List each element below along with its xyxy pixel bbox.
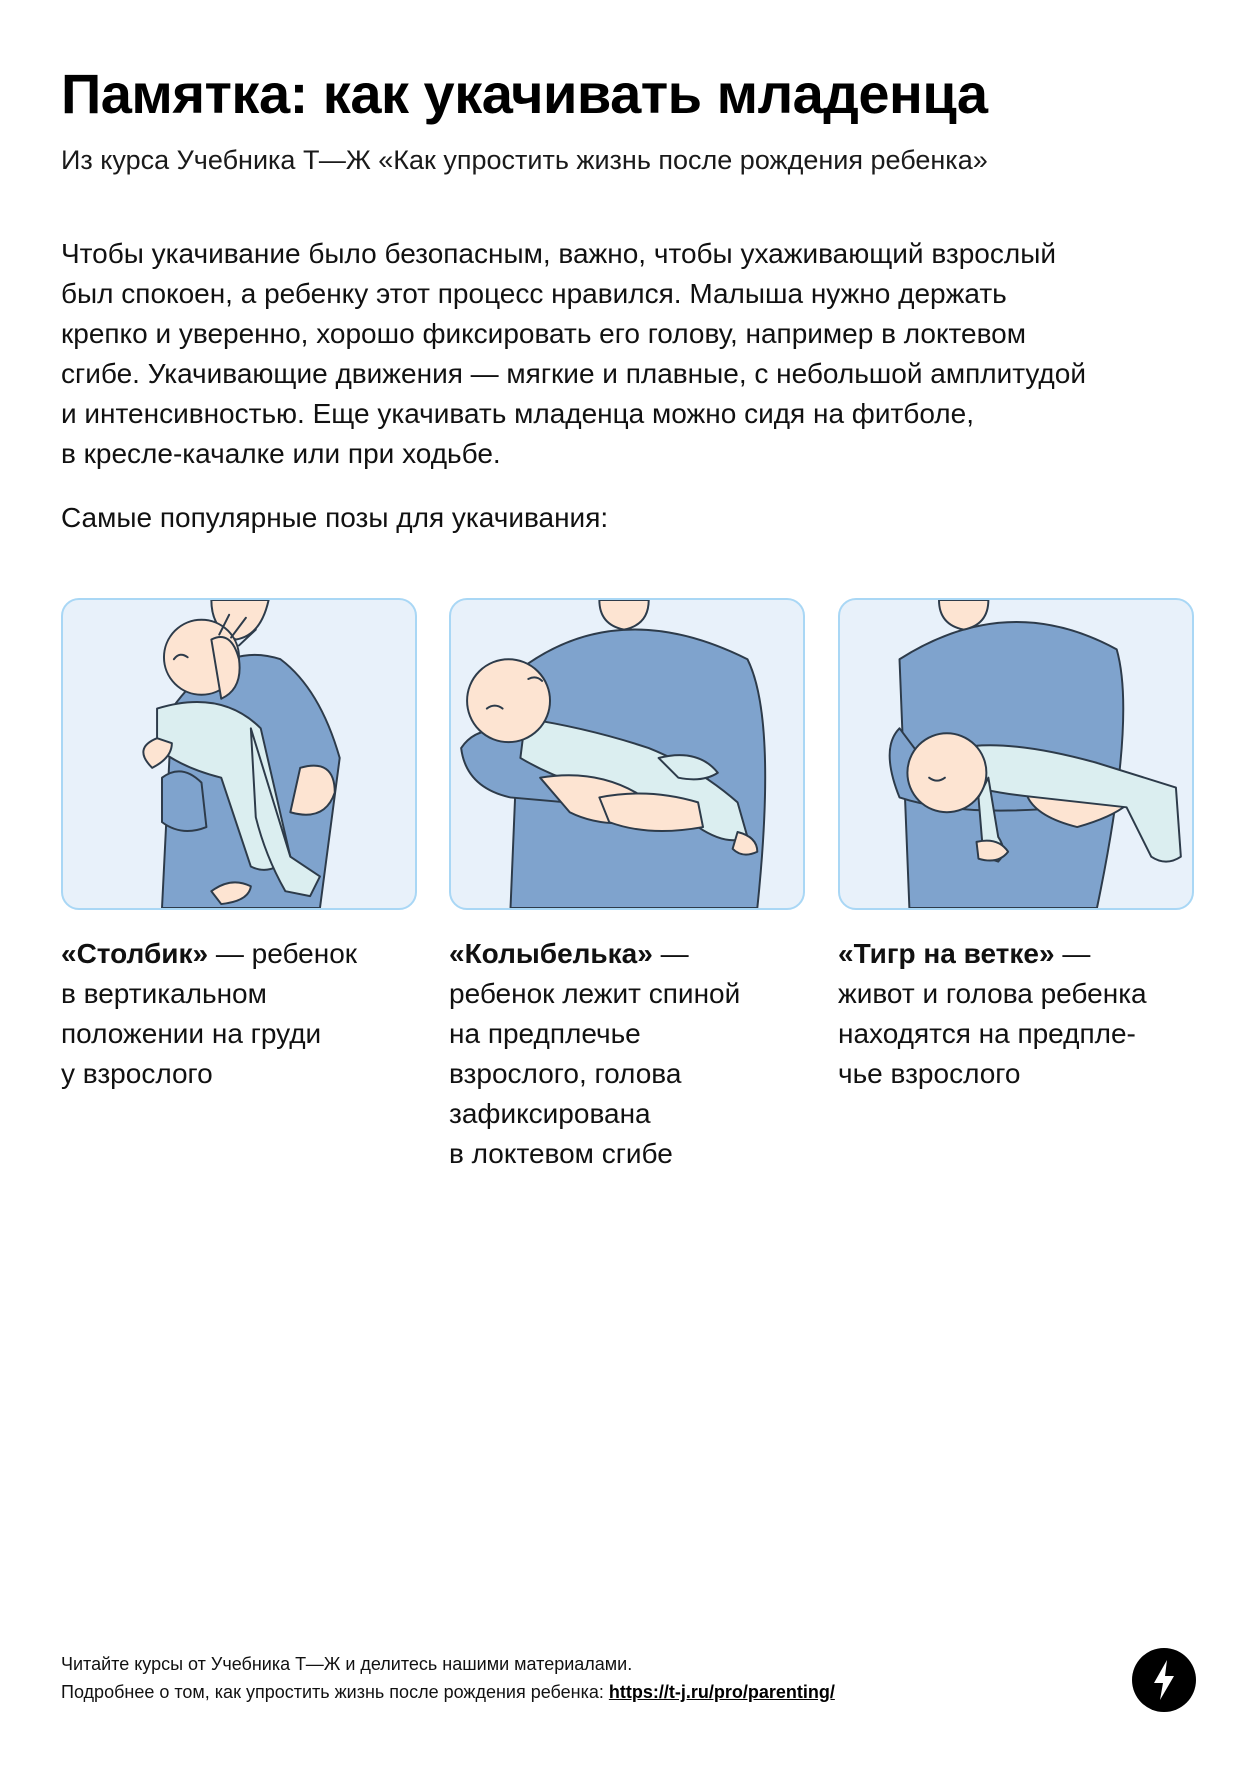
pose-caption-heading — [61, 934, 421, 974]
intro-paragraph — [61, 234, 1201, 474]
page-title: Памятка: как укачивать младенца — [61, 62, 988, 125]
intro-line: сгибе. Укачивающие движения — мягкие и плавные, с небольшой амплитудой — [61, 358, 1086, 389]
column-hold-illustration — [63, 600, 415, 908]
pose-caption-line: взрослого, голова — [449, 1058, 682, 1089]
tiger-hold-illustration — [840, 600, 1192, 908]
pose-illustration-cradle — [449, 598, 805, 910]
pose-name: «Колыбелька» — [449, 938, 653, 969]
pose-caption-heading — [838, 934, 1198, 974]
footer — [61, 1650, 835, 1706]
pose-caption-line: ребенок лежит спиной — [449, 978, 741, 1009]
pose-caption-heading — [449, 934, 809, 974]
intro-line: и интенсивностью. Еще укачивать младенца можно сидя на фитболе, — [61, 398, 974, 429]
footer-prefix: Подробнее о том, как упростить жизнь после рождения ребенка: — [61, 1682, 609, 1702]
pose-caption-line: на предплечье — [449, 1018, 641, 1049]
page-subtitle: Из курса Учебника Т—Ж «Как упростить жизнь после рождения ребенка» — [61, 145, 988, 175]
intro-line: крепко и уверенно, хорошо фиксировать его голову, например в локтевом — [61, 318, 1026, 349]
pose-caption-line: зафиксирована — [449, 1098, 651, 1129]
pose-caption-line: у взрослого — [61, 1058, 213, 1089]
poses-lead: Самые популярные позы для укачивания: — [61, 502, 609, 533]
pose-caption-line: живот и голова ребенка — [838, 978, 1147, 1009]
pose-caption-column — [61, 934, 421, 1094]
pose-caption-cradle — [449, 934, 809, 1174]
pose-dash-text: — — [652, 938, 689, 969]
cradle-hold-illustration — [451, 600, 803, 908]
intro-line: в кресле-качалке или при ходьбе. — [61, 438, 501, 469]
intro-line: Чтобы укачивание было безопасным, важно, чтобы ухаживающий взрослый — [61, 238, 1056, 269]
pose-illustration-column — [61, 598, 417, 910]
pose-dash-text: — ребенок — [208, 938, 358, 969]
pose-illustration-tiger — [838, 598, 1194, 910]
footer-line — [61, 1678, 835, 1706]
pose-name: «Тигр на ветке» — [838, 938, 1055, 969]
footer-line: Читайте курсы от Учебника Т—Ж и делитесь нашими материалами. — [61, 1654, 633, 1674]
pose-caption-line: в локтевом сгибе — [449, 1138, 673, 1169]
intro-line: был спокоен, а ребенку этот процесс нравился. Малыша нужно держать — [61, 278, 1007, 309]
parenting-course-link[interactable]: https://t-j.ru/pro/parenting/ — [608, 1682, 835, 1702]
pose-caption-line: в вертикальном — [61, 978, 267, 1009]
pose-caption-line: положении на груди — [61, 1018, 322, 1049]
pose-caption-line: находятся на предпле- — [838, 1018, 1136, 1049]
lightning-logo-icon[interactable] — [1132, 1648, 1196, 1712]
pose-caption-tiger — [838, 934, 1198, 1094]
pose-name: «Столбик» — [61, 938, 209, 969]
pose-caption-line: чье взрослого — [838, 1058, 1021, 1089]
pose-dash-text: — — [1054, 938, 1091, 969]
